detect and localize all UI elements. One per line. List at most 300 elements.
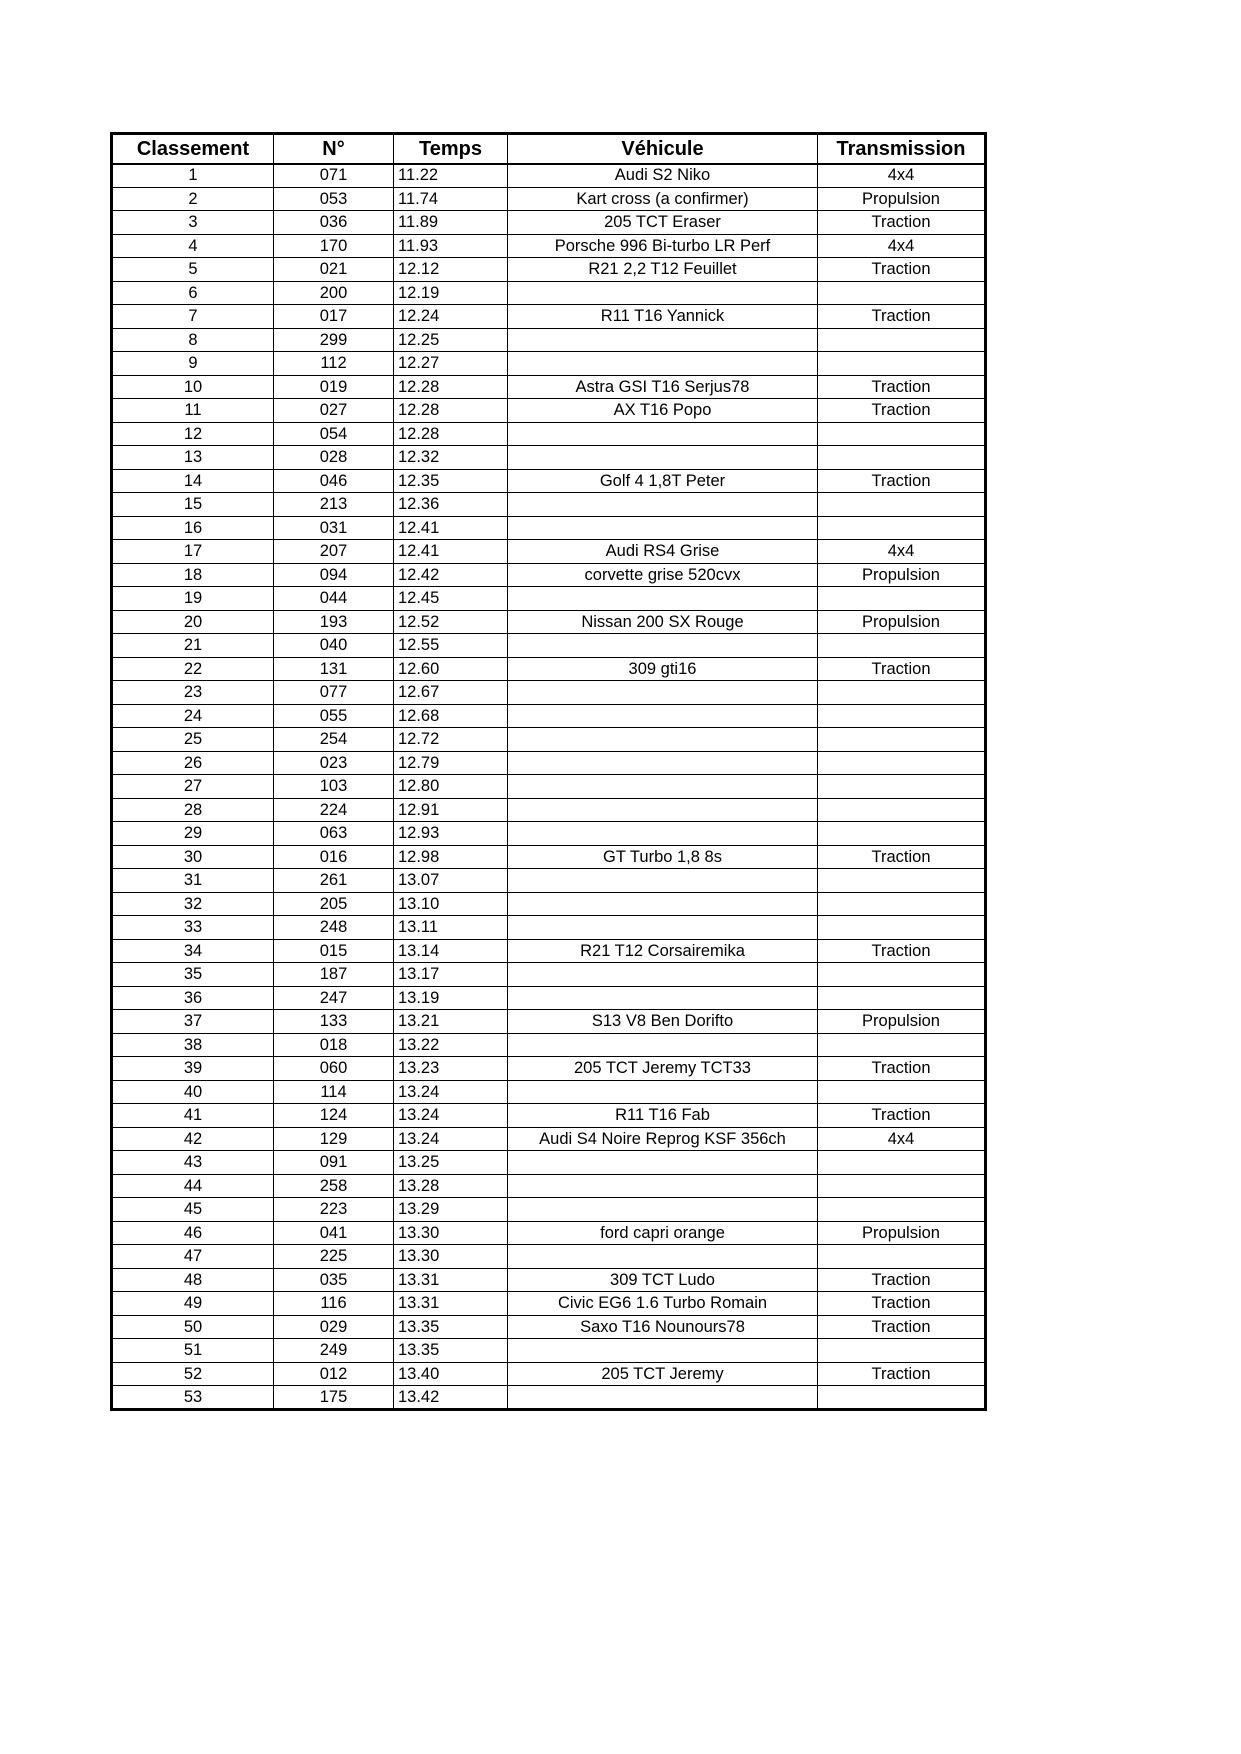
cell-temps: 13.29 xyxy=(394,1198,508,1222)
cell-temps: 13.28 xyxy=(394,1174,508,1198)
cell-numero: 023 xyxy=(274,751,394,775)
cell-temps: 12.35 xyxy=(394,469,508,493)
cell-classement: 2 xyxy=(112,187,274,211)
cell-transmission: Propulsion xyxy=(818,610,986,634)
cell-classement: 17 xyxy=(112,540,274,564)
cell-temps: 13.30 xyxy=(394,1221,508,1245)
cell-vehicule: Audi S4 Noire Reprog KSF 356ch xyxy=(508,1127,818,1151)
cell-vehicule xyxy=(508,587,818,611)
cell-vehicule xyxy=(508,1245,818,1269)
cell-numero: 187 xyxy=(274,963,394,987)
table-row xyxy=(112,845,986,869)
table-row xyxy=(112,164,986,188)
cell-numero: 044 xyxy=(274,587,394,611)
table-row xyxy=(112,1033,986,1057)
cell-numero: 258 xyxy=(274,1174,394,1198)
cell-vehicule xyxy=(508,728,818,752)
cell-classement: 13 xyxy=(112,446,274,470)
cell-classement: 46 xyxy=(112,1221,274,1245)
cell-numero: 036 xyxy=(274,211,394,235)
cell-temps: 13.22 xyxy=(394,1033,508,1057)
cell-temps: 12.60 xyxy=(394,657,508,681)
cell-classement: 12 xyxy=(112,422,274,446)
cell-transmission xyxy=(818,916,986,940)
cell-temps: 11.93 xyxy=(394,234,508,258)
cell-vehicule xyxy=(508,1033,818,1057)
cell-transmission xyxy=(818,281,986,305)
table-row xyxy=(112,1057,986,1081)
cell-temps: 13.17 xyxy=(394,963,508,987)
table-row xyxy=(112,775,986,799)
cell-vehicule xyxy=(508,281,818,305)
cell-numero: 060 xyxy=(274,1057,394,1081)
cell-numero: 019 xyxy=(274,375,394,399)
cell-numero: 016 xyxy=(274,845,394,869)
cell-transmission: Traction xyxy=(818,1057,986,1081)
cell-vehicule: Porsche 996 Bi-turbo LR Perf xyxy=(508,234,818,258)
cell-vehicule xyxy=(508,1174,818,1198)
cell-vehicule xyxy=(508,1151,818,1175)
cell-classement: 21 xyxy=(112,634,274,658)
cell-vehicule xyxy=(508,634,818,658)
table-row xyxy=(112,258,986,282)
column-header-vehicule: Véhicule xyxy=(508,134,818,164)
cell-numero: 103 xyxy=(274,775,394,799)
column-header-numero: N° xyxy=(274,134,394,164)
cell-temps: 13.35 xyxy=(394,1315,508,1339)
cell-temps: 13.19 xyxy=(394,986,508,1010)
cell-transmission xyxy=(818,634,986,658)
cell-classement: 27 xyxy=(112,775,274,799)
table-row xyxy=(112,1315,986,1339)
cell-classement: 8 xyxy=(112,328,274,352)
cell-numero: 077 xyxy=(274,681,394,705)
cell-transmission: Propulsion xyxy=(818,187,986,211)
cell-numero: 112 xyxy=(274,352,394,376)
cell-temps: 12.24 xyxy=(394,305,508,329)
cell-vehicule: 205 TCT Jeremy xyxy=(508,1362,818,1386)
cell-temps: 13.42 xyxy=(394,1386,508,1410)
cell-vehicule xyxy=(508,963,818,987)
cell-numero: 193 xyxy=(274,610,394,634)
cell-transmission xyxy=(818,1174,986,1198)
cell-numero: 254 xyxy=(274,728,394,752)
cell-classement: 32 xyxy=(112,892,274,916)
table-row xyxy=(112,399,986,423)
table-row xyxy=(112,728,986,752)
cell-numero: 027 xyxy=(274,399,394,423)
table-row xyxy=(112,657,986,681)
cell-transmission xyxy=(818,1245,986,1269)
cell-transmission xyxy=(818,1080,986,1104)
cell-transmission: Propulsion xyxy=(818,1010,986,1034)
cell-transmission: Traction xyxy=(818,375,986,399)
cell-temps: 12.27 xyxy=(394,352,508,376)
table-row xyxy=(112,1104,986,1128)
cell-temps: 12.68 xyxy=(394,704,508,728)
cell-vehicule: GT Turbo 1,8 8s xyxy=(508,845,818,869)
cell-transmission: Traction xyxy=(818,1104,986,1128)
table-row xyxy=(112,751,986,775)
cell-transmission: 4x4 xyxy=(818,1127,986,1151)
cell-classement: 51 xyxy=(112,1339,274,1363)
cell-numero: 091 xyxy=(274,1151,394,1175)
cell-numero: 018 xyxy=(274,1033,394,1057)
cell-temps: 13.14 xyxy=(394,939,508,963)
cell-temps: 13.07 xyxy=(394,869,508,893)
cell-numero: 031 xyxy=(274,516,394,540)
cell-vehicule xyxy=(508,1198,818,1222)
cell-temps: 12.98 xyxy=(394,845,508,869)
table-row xyxy=(112,1174,986,1198)
table-row xyxy=(112,493,986,517)
cell-transmission: Traction xyxy=(818,1315,986,1339)
cell-numero: 175 xyxy=(274,1386,394,1410)
cell-vehicule: S13 V8 Ben Dorifto xyxy=(508,1010,818,1034)
cell-classement: 29 xyxy=(112,822,274,846)
table-row xyxy=(112,986,986,1010)
cell-vehicule xyxy=(508,446,818,470)
cell-transmission xyxy=(818,681,986,705)
cell-vehicule xyxy=(508,1080,818,1104)
cell-temps: 11.74 xyxy=(394,187,508,211)
column-header-classement: Classement xyxy=(112,134,274,164)
cell-classement: 48 xyxy=(112,1268,274,1292)
cell-temps: 13.24 xyxy=(394,1127,508,1151)
table-row xyxy=(112,422,986,446)
cell-vehicule: R21 2,2 T12 Feuillet xyxy=(508,258,818,282)
cell-transmission xyxy=(818,422,986,446)
table-row xyxy=(112,963,986,987)
cell-transmission xyxy=(818,728,986,752)
cell-vehicule: Audi S2 Niko xyxy=(508,164,818,188)
cell-classement: 41 xyxy=(112,1104,274,1128)
cell-numero: 261 xyxy=(274,869,394,893)
cell-classement: 22 xyxy=(112,657,274,681)
cell-temps: 11.89 xyxy=(394,211,508,235)
cell-numero: 029 xyxy=(274,1315,394,1339)
cell-transmission: Traction xyxy=(818,305,986,329)
cell-transmission xyxy=(818,587,986,611)
table-row xyxy=(112,1080,986,1104)
cell-classement: 36 xyxy=(112,986,274,1010)
cell-classement: 43 xyxy=(112,1151,274,1175)
cell-classement: 47 xyxy=(112,1245,274,1269)
cell-temps: 12.93 xyxy=(394,822,508,846)
cell-numero: 116 xyxy=(274,1292,394,1316)
cell-vehicule: Nissan 200 SX Rouge xyxy=(508,610,818,634)
table-row xyxy=(112,892,986,916)
cell-temps: 12.19 xyxy=(394,281,508,305)
cell-numero: 040 xyxy=(274,634,394,658)
table-row xyxy=(112,234,986,258)
cell-classement: 26 xyxy=(112,751,274,775)
table-row xyxy=(112,281,986,305)
cell-transmission xyxy=(818,892,986,916)
cell-temps: 13.31 xyxy=(394,1268,508,1292)
cell-numero: 055 xyxy=(274,704,394,728)
table-row xyxy=(112,1268,986,1292)
cell-vehicule xyxy=(508,892,818,916)
cell-classement: 7 xyxy=(112,305,274,329)
cell-vehicule xyxy=(508,1386,818,1410)
cell-numero: 131 xyxy=(274,657,394,681)
table-row xyxy=(112,1198,986,1222)
table-row xyxy=(112,1245,986,1269)
table-row xyxy=(112,375,986,399)
cell-transmission: Traction xyxy=(818,469,986,493)
cell-vehicule xyxy=(508,751,818,775)
table-row xyxy=(112,540,986,564)
cell-numero: 046 xyxy=(274,469,394,493)
table-row xyxy=(112,916,986,940)
table-row xyxy=(112,305,986,329)
cell-vehicule: corvette grise 520cvx xyxy=(508,563,818,587)
cell-classement: 5 xyxy=(112,258,274,282)
cell-temps: 12.41 xyxy=(394,516,508,540)
cell-transmission xyxy=(818,1386,986,1410)
cell-transmission xyxy=(818,1151,986,1175)
cell-transmission xyxy=(818,986,986,1010)
table-row xyxy=(112,446,986,470)
cell-vehicule: Civic EG6 1.6 Turbo Romain xyxy=(508,1292,818,1316)
cell-numero: 054 xyxy=(274,422,394,446)
cell-transmission xyxy=(818,798,986,822)
table-row xyxy=(112,1292,986,1316)
cell-numero: 017 xyxy=(274,305,394,329)
cell-classement: 40 xyxy=(112,1080,274,1104)
cell-vehicule: 205 TCT Jeremy TCT33 xyxy=(508,1057,818,1081)
cell-numero: 114 xyxy=(274,1080,394,1104)
cell-vehicule xyxy=(508,869,818,893)
table-row xyxy=(112,1151,986,1175)
cell-vehicule xyxy=(508,822,818,846)
cell-transmission: Traction xyxy=(818,399,986,423)
cell-classement: 14 xyxy=(112,469,274,493)
cell-classement: 38 xyxy=(112,1033,274,1057)
cell-temps: 13.23 xyxy=(394,1057,508,1081)
table-row xyxy=(112,1010,986,1034)
cell-temps: 12.72 xyxy=(394,728,508,752)
cell-temps: 13.21 xyxy=(394,1010,508,1034)
table-row xyxy=(112,328,986,352)
cell-numero: 063 xyxy=(274,822,394,846)
cell-numero: 248 xyxy=(274,916,394,940)
cell-transmission xyxy=(818,869,986,893)
cell-transmission xyxy=(818,493,986,517)
cell-temps: 12.91 xyxy=(394,798,508,822)
table-row xyxy=(112,610,986,634)
table-row xyxy=(112,187,986,211)
table-row xyxy=(112,634,986,658)
cell-temps: 11.22 xyxy=(394,164,508,188)
cell-transmission: Traction xyxy=(818,657,986,681)
cell-temps: 13.31 xyxy=(394,1292,508,1316)
cell-classement: 39 xyxy=(112,1057,274,1081)
cell-numero: 225 xyxy=(274,1245,394,1269)
cell-vehicule: 205 TCT Eraser xyxy=(508,211,818,235)
cell-classement: 33 xyxy=(112,916,274,940)
cell-temps: 13.24 xyxy=(394,1080,508,1104)
cell-classement: 34 xyxy=(112,939,274,963)
cell-transmission xyxy=(818,822,986,846)
table-row xyxy=(112,798,986,822)
table-row xyxy=(112,587,986,611)
cell-classement: 42 xyxy=(112,1127,274,1151)
cell-numero: 015 xyxy=(274,939,394,963)
cell-temps: 12.79 xyxy=(394,751,508,775)
table-row xyxy=(112,869,986,893)
cell-vehicule xyxy=(508,986,818,1010)
cell-classement: 45 xyxy=(112,1198,274,1222)
cell-vehicule xyxy=(508,916,818,940)
table-row xyxy=(112,1127,986,1151)
table-row xyxy=(112,822,986,846)
cell-classement: 31 xyxy=(112,869,274,893)
cell-temps: 13.10 xyxy=(394,892,508,916)
cell-transmission xyxy=(818,704,986,728)
cell-classement: 28 xyxy=(112,798,274,822)
cell-temps: 12.45 xyxy=(394,587,508,611)
cell-numero: 200 xyxy=(274,281,394,305)
cell-numero: 129 xyxy=(274,1127,394,1151)
cell-transmission xyxy=(818,775,986,799)
cell-transmission: Traction xyxy=(818,1268,986,1292)
table-header xyxy=(112,134,986,164)
cell-temps: 12.41 xyxy=(394,540,508,564)
cell-vehicule: Audi RS4 Grise xyxy=(508,540,818,564)
cell-classement: 23 xyxy=(112,681,274,705)
cell-vehicule: R21 T12 Corsairemika xyxy=(508,939,818,963)
cell-numero: 094 xyxy=(274,563,394,587)
cell-transmission: Traction xyxy=(818,845,986,869)
cell-transmission xyxy=(818,516,986,540)
cell-temps: 12.32 xyxy=(394,446,508,470)
cell-numero: 249 xyxy=(274,1339,394,1363)
cell-classement: 35 xyxy=(112,963,274,987)
cell-vehicule: Kart cross (a confirmer) xyxy=(508,187,818,211)
cell-classement: 3 xyxy=(112,211,274,235)
cell-vehicule xyxy=(508,328,818,352)
cell-transmission xyxy=(818,328,986,352)
cell-classement: 44 xyxy=(112,1174,274,1198)
cell-numero: 223 xyxy=(274,1198,394,1222)
table-row xyxy=(112,1362,986,1386)
cell-temps: 13.24 xyxy=(394,1104,508,1128)
cell-vehicule xyxy=(508,422,818,446)
cell-classement: 52 xyxy=(112,1362,274,1386)
cell-vehicule xyxy=(508,516,818,540)
cell-numero: 041 xyxy=(274,1221,394,1245)
cell-transmission: 4x4 xyxy=(818,164,986,188)
cell-vehicule xyxy=(508,681,818,705)
cell-numero: 224 xyxy=(274,798,394,822)
cell-vehicule: 309 gti16 xyxy=(508,657,818,681)
cell-transmission: 4x4 xyxy=(818,540,986,564)
cell-transmission xyxy=(818,751,986,775)
table-header-row xyxy=(112,134,986,164)
cell-numero: 071 xyxy=(274,164,394,188)
cell-classement: 19 xyxy=(112,587,274,611)
cell-numero: 205 xyxy=(274,892,394,916)
cell-classement: 53 xyxy=(112,1386,274,1410)
cell-classement: 10 xyxy=(112,375,274,399)
cell-numero: 012 xyxy=(274,1362,394,1386)
cell-temps: 12.12 xyxy=(394,258,508,282)
table-row xyxy=(112,516,986,540)
cell-temps: 12.55 xyxy=(394,634,508,658)
cell-classement: 49 xyxy=(112,1292,274,1316)
table-row xyxy=(112,1386,986,1410)
cell-numero: 207 xyxy=(274,540,394,564)
cell-numero: 170 xyxy=(274,234,394,258)
cell-transmission xyxy=(818,1033,986,1057)
cell-classement: 16 xyxy=(112,516,274,540)
cell-numero: 053 xyxy=(274,187,394,211)
table-row xyxy=(112,1221,986,1245)
cell-vehicule: ford capri orange xyxy=(508,1221,818,1245)
cell-temps: 13.25 xyxy=(394,1151,508,1175)
cell-numero: 213 xyxy=(274,493,394,517)
cell-vehicule xyxy=(508,493,818,517)
cell-transmission: Traction xyxy=(818,1362,986,1386)
table-row xyxy=(112,681,986,705)
cell-vehicule: Saxo T16 Nounours78 xyxy=(508,1315,818,1339)
cell-vehicule: AX T16 Popo xyxy=(508,399,818,423)
cell-temps: 13.11 xyxy=(394,916,508,940)
cell-vehicule: R11 T16 Yannick xyxy=(508,305,818,329)
cell-transmission: Propulsion xyxy=(818,1221,986,1245)
column-header-temps: Temps xyxy=(394,134,508,164)
cell-classement: 11 xyxy=(112,399,274,423)
cell-classement: 18 xyxy=(112,563,274,587)
cell-numero: 133 xyxy=(274,1010,394,1034)
cell-temps: 12.28 xyxy=(394,399,508,423)
cell-classement: 25 xyxy=(112,728,274,752)
cell-transmission xyxy=(818,352,986,376)
cell-numero: 035 xyxy=(274,1268,394,1292)
cell-transmission: Propulsion xyxy=(818,563,986,587)
table-row xyxy=(112,704,986,728)
cell-vehicule xyxy=(508,1339,818,1363)
cell-temps: 12.28 xyxy=(394,375,508,399)
cell-numero: 299 xyxy=(274,328,394,352)
cell-classement: 24 xyxy=(112,704,274,728)
cell-transmission xyxy=(818,1198,986,1222)
cell-transmission xyxy=(818,446,986,470)
cell-numero: 028 xyxy=(274,446,394,470)
results-table-container xyxy=(110,132,984,1411)
cell-classement: 37 xyxy=(112,1010,274,1034)
cell-numero: 021 xyxy=(274,258,394,282)
cell-numero: 247 xyxy=(274,986,394,1010)
cell-vehicule xyxy=(508,704,818,728)
cell-classement: 1 xyxy=(112,164,274,188)
cell-classement: 50 xyxy=(112,1315,274,1339)
cell-transmission xyxy=(818,1339,986,1363)
cell-transmission: 4x4 xyxy=(818,234,986,258)
cell-vehicule: 309 TCT Ludo xyxy=(508,1268,818,1292)
cell-vehicule xyxy=(508,775,818,799)
table-row xyxy=(112,469,986,493)
cell-temps: 12.42 xyxy=(394,563,508,587)
cell-temps: 13.40 xyxy=(394,1362,508,1386)
cell-transmission: Traction xyxy=(818,1292,986,1316)
cell-temps: 13.35 xyxy=(394,1339,508,1363)
cell-classement: 30 xyxy=(112,845,274,869)
cell-vehicule xyxy=(508,798,818,822)
table-row xyxy=(112,939,986,963)
